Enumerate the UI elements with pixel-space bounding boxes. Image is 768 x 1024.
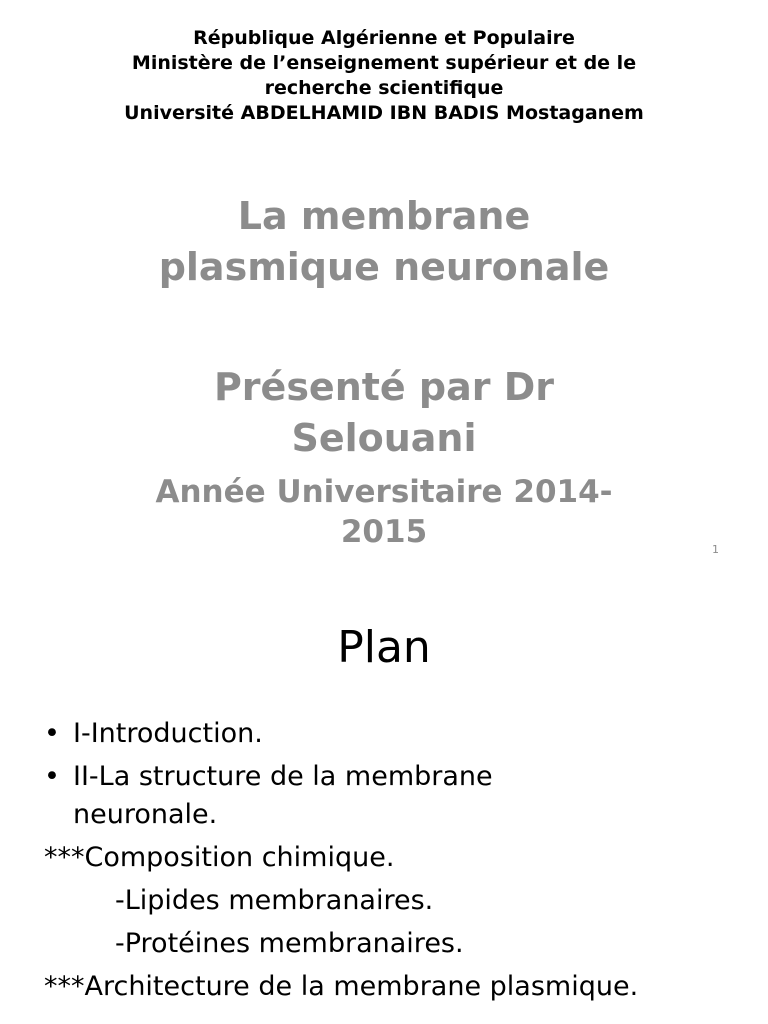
list-item-architecture: ***Architecture de la membrane plasmique. xyxy=(44,971,639,1002)
header-line-research: recherche scientifique xyxy=(264,77,504,99)
item-text: I-Introduction. xyxy=(73,718,263,749)
year-line-1: Année Universitaire 2014- xyxy=(155,474,613,510)
header-line-ministry: Ministère de l’enseignement supérieur et de le xyxy=(131,52,637,74)
list-item-introduction xyxy=(44,715,734,753)
academic-year xyxy=(60,472,708,552)
item-text-line-1: II-La structure de la membrane xyxy=(73,761,493,792)
bullet-icon: • xyxy=(44,718,60,749)
list-item-composition: ***Composition chimique. xyxy=(44,842,395,873)
presentation-title xyxy=(60,191,708,293)
plan-slide xyxy=(0,575,768,1024)
presenter-line-2: Selouani xyxy=(291,416,477,460)
list-item-structure xyxy=(44,758,734,834)
title-line-2: plasmique neuronale xyxy=(158,245,610,289)
list-item-proteines: -Protéines membranaires. xyxy=(115,928,464,959)
plan-list xyxy=(44,715,734,1011)
presenter-line-1: Présenté par Dr xyxy=(213,365,555,409)
header-line-republic: République Algérienne et Populaire xyxy=(193,27,575,49)
slide-number: 1 xyxy=(712,543,719,556)
plan-title: Plan xyxy=(337,622,431,673)
item-text-line-2: neuronale. xyxy=(73,799,218,830)
institution-header xyxy=(40,26,728,126)
bullet-icon: • xyxy=(44,761,60,792)
header-line-university: Université ABDELHAMID IBN BADIS Mostaganem xyxy=(124,102,644,124)
title-line-1: La membrane xyxy=(237,194,531,238)
presenter xyxy=(60,362,708,464)
list-item-lipides: -Lipides membranaires. xyxy=(115,885,434,916)
year-line-2: 2015 xyxy=(340,514,428,550)
